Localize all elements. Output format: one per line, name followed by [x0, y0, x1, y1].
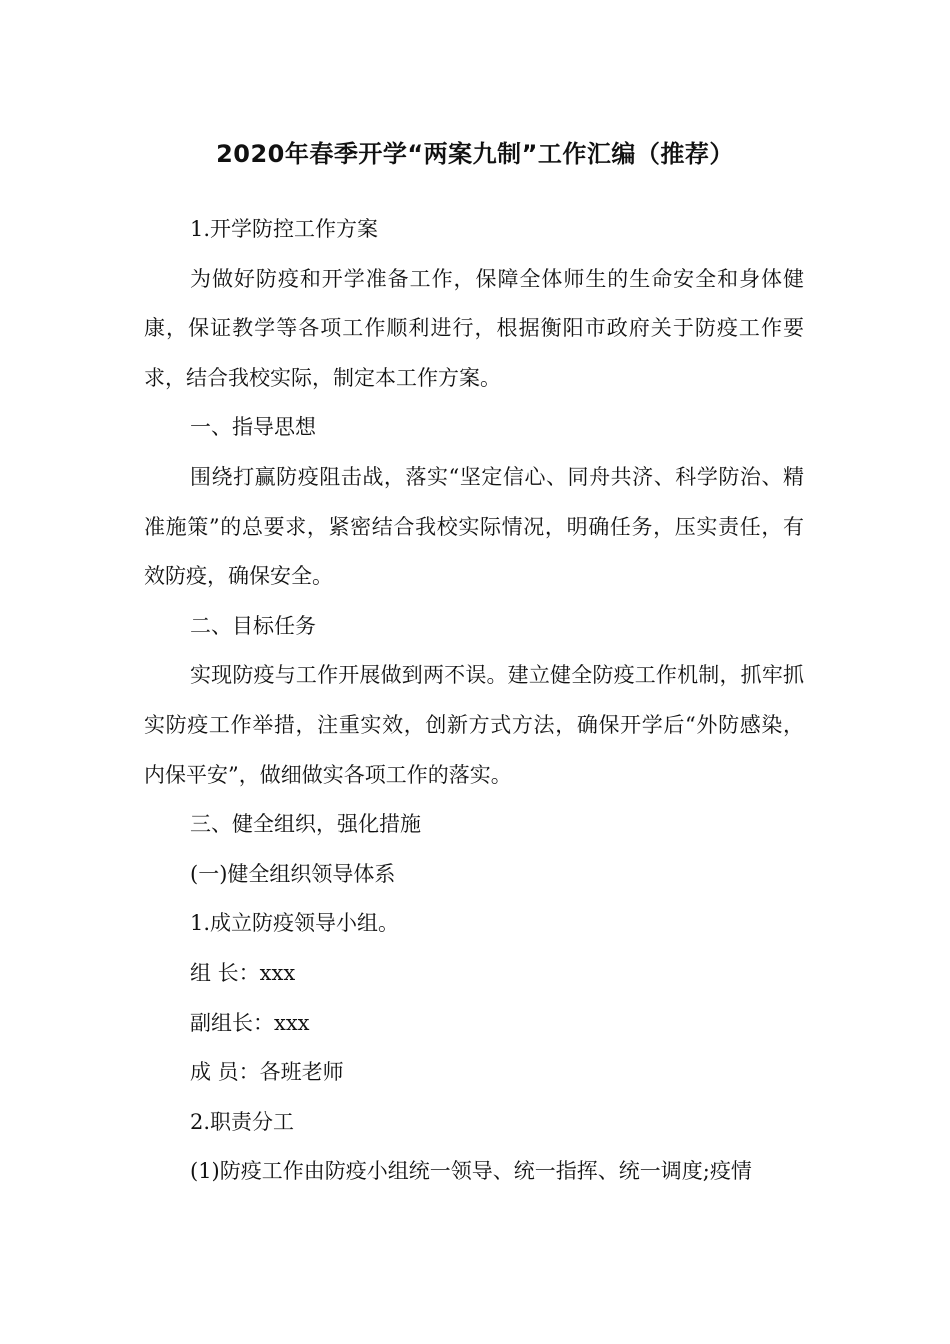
member-line-members: 成 员：各班老师 [190, 1060, 344, 1085]
member-line-leader: 组 长：xxx [190, 960, 296, 985]
list-item-responsibilities: 2.职责分工 [190, 1109, 295, 1134]
section-heading-organization: 三、健全组织，强化措施 [190, 812, 421, 837]
paragraph-intro: 为做好防疫和开学准备工作，保障全体师生的生命安全和身体健康，保证教学等各项工作顺利进行，根据衡阳市政府关于防疫工作要求，结合我校实际，制定本工作方案。 [144, 266, 804, 390]
paragraph-responsibility-1: (1)防疫工作由防疫小组统一领导、统一指挥、统一调度;疫情 [190, 1159, 752, 1184]
document-title: 2020年春季开学“两案九制”工作汇编（推荐） [216, 140, 734, 168]
paragraph-guiding-thought: 围绕打赢防疫阻击战，落实“坚定信心、同舟共济、科学防治、精准施策”的总要求，紧密结合我校实际情况，明确任务，压实责任，有效防疫，确保安全。 [144, 464, 804, 589]
document-body [144, 205, 804, 1197]
section-heading-goals: 二、目标任务 [190, 613, 316, 638]
section-heading-guiding-thought: 一、指导思想 [190, 415, 316, 440]
section-heading-plan: 1.开学防控工作方案 [190, 217, 379, 241]
subsection-heading-leadership: (一)健全组织领导体系 [190, 861, 396, 886]
paragraph-goals: 实现防疫与工作开展做到两不误。建立健全防疫工作机制，抓牢抓实防疫工作举措，注重实效，创新方式方法，确保开学后“外防感染，内保平安”，做细做实各项工作的落实。 [144, 663, 804, 787]
member-line-deputy: 副组长：xxx [190, 1010, 310, 1035]
list-item-leadership-group: 1.成立防疫领导小组。 [190, 911, 400, 936]
